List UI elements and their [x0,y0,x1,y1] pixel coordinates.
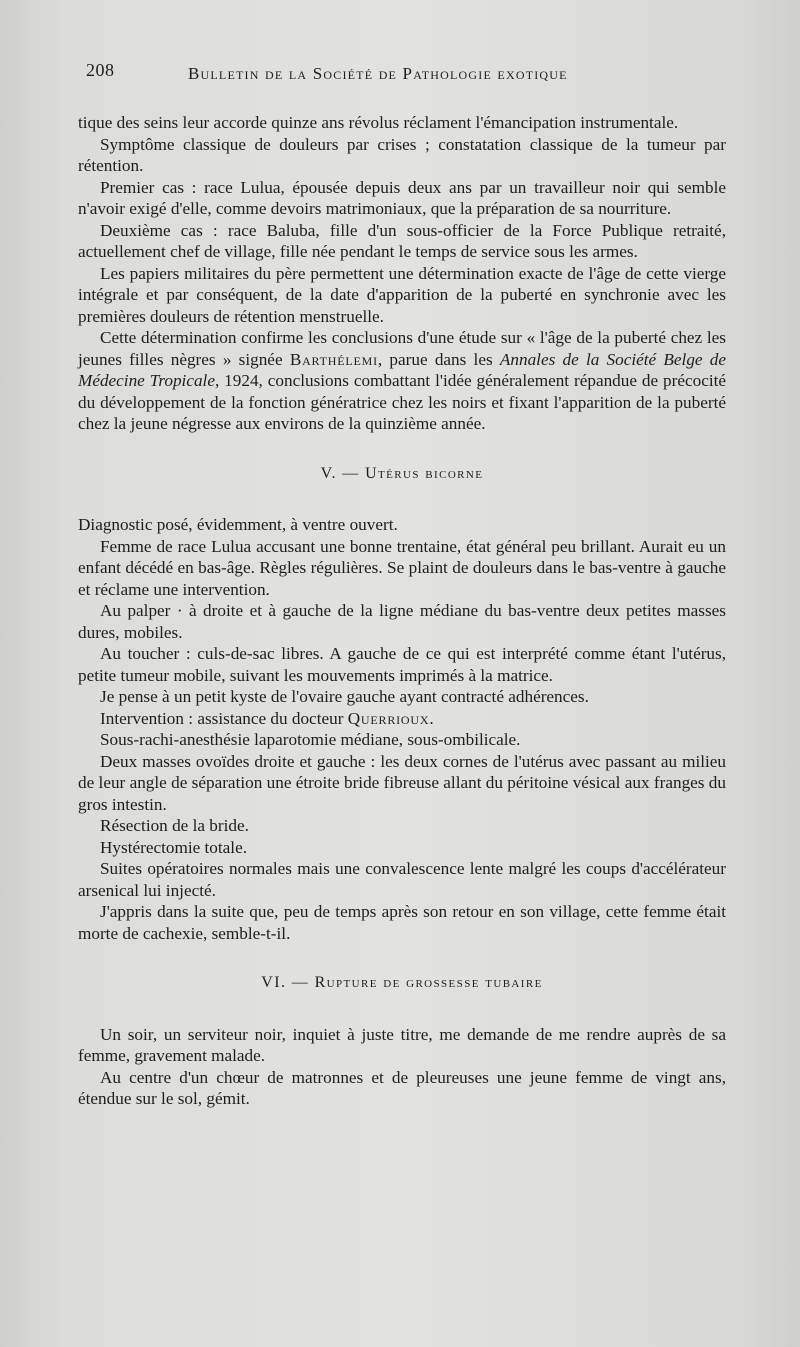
paragraph: Suites opératoires normales mais une convalescence lente malgré les coups d'accélérateur arsenical lui injecté. [78,859,726,900]
paragraph: Les papiers militaires du père permettent une détermination exacte de l'âge de cette vierge intégrale et par conséquent, de la date d'apparition de la puberté en synchronie avec les premières douleurs de rétention menstruelle. [78,263,726,326]
text-segment: Intervention : assistance du docteur [100,708,348,728]
page-number: 208 [86,60,115,80]
paragraph: J'appris dans la suite que, peu de temps après son retour en son village, cette femme était morte de cachexie, semble-t-il. [78,902,726,943]
body-text [78,112,726,1110]
paragraph-barthelemi [78,327,726,435]
paragraph: Deux masses ovoïdes droite et gauche : les deux cornes de l'utérus avec passant au milieu de leur angle de séparation une étroite bride fibreuse allant du péritoine vésical aux franges du gros intestin. [78,751,726,814]
paragraph: Diagnostic posé, évidemment, à ventre ouvert. [78,515,398,534]
text-segment: . [429,708,434,728]
paragraph: Un soir, un serviteur noir, inquiet à juste titre, me demande de me rendre auprès de sa femme, gravement malade. [78,1024,726,1065]
section-heading-vi: VI. — Rupture de grossesse tubaire [261,974,543,991]
paragraph: Je pense à un petit kyste de l'ovaire gauche ayant contracté adhérences. [100,687,589,706]
paragraph: Sous-rachi-anesthésie laparotomie médiane, sous-ombilicale. [100,730,521,749]
running-head: Bulletin de la Société de Pathologie exotique [188,64,568,83]
paragraph: Symptôme classique de douleurs par crises ; constatation classique de la tumeur par rétention. [78,134,726,175]
text-segment: , 1924, conclusions combattant l'idée généralement répandue de précocité du développement de la fonction génératrice chez les noirs et fixant l'apparition de la puberté chez la jeune négresse aux environs de la quinzième année. [78,371,727,433]
paragraph: Au toucher : culs-de-sac libres. A gauche de ce qui est interprété comme étant l'utérus, petite tumeur mobile, suivant les mouvements imprimés à la matrice. [78,644,726,685]
paragraph: Au palper · à droite et à gauche de la ligne médiane du bas-ventre deux petites masses dures, mobiles. [78,601,726,642]
author-name: Barthélemi [289,349,378,369]
doctor-name: Querrioux [347,708,430,728]
text-segment: Cette détermination confirme les conclusions d'une étude sur « l'âge de la puberté chez les jeunes filles nègres » signée [78,328,726,369]
paragraph: Deuxième cas : race Baluba, fille d'un sous-officier de la Force Publique retraité, actuellement chef de village, fille née pendant le temps de service sous les armes. [78,220,726,261]
section-heading-v: V. — Utérus bicorne [320,464,484,482]
paragraph: Femme de race Lulua accusant une bonne trentaine, état général peu brillant. Aurait eu un enfant décédé en bas-âge. Règles régulières. Se plaint de douleurs dans le bas-ventre à gauche et réclame une intervention. [78,536,726,599]
journal-title: Annales de la Société Belge de Médecine Tropicale [78,349,726,390]
paragraph-intervention [78,708,726,730]
paragraph: Premier cas : race Lulua, épousée depuis deux ans par un travailleur noir qui semble n'avoir exigé d'elle, comme devoirs matrimoniaux, que la préparation de sa nourriture. [78,177,726,218]
paragraph: tique des seins leur accorde quinze ans révolus réclament l'émancipation instrumentale. [78,113,679,132]
paragraph: Hystérectomie totale. [100,837,247,857]
text-segment: , parue dans les [377,349,500,369]
paragraph: Au centre d'un chœur de matronnes et de pleureuses une jeune femme de vingt ans, étendue sur le sol, gémit. [78,1067,726,1108]
paragraph: Résection de la bride. [100,816,249,835]
